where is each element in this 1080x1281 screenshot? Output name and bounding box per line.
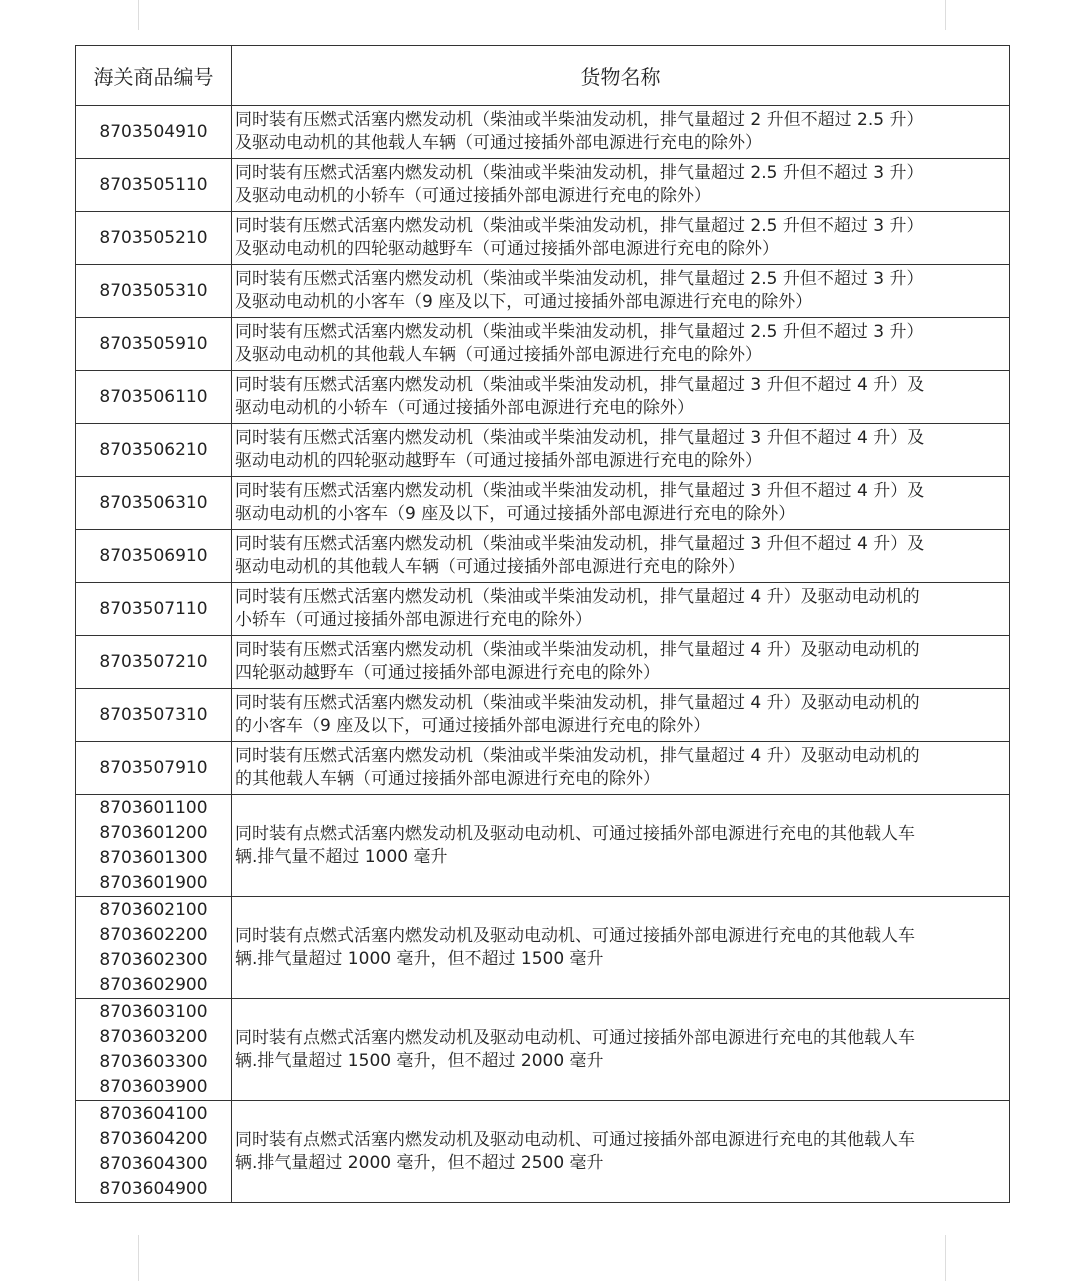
goods-name-line: 同时装有压燃式活塞内燃发动机（柴油或半柴油发动机，排气量超过 3 升但不超过 4 升）及: [235, 375, 925, 395]
goods-name-line: 驱动电动机的小客车（9 座及以下，可通过接插外部电源进行充电的除外）: [235, 504, 796, 524]
hs-code: 8703601900: [99, 872, 208, 893]
goods-name-line: 辆.排气量超过 1000 毫升，但不超过 1500 毫升: [235, 948, 604, 969]
goods-name-cell: [232, 999, 1010, 1101]
goods-name-cell: [232, 583, 1010, 636]
hs-code: 8703603200: [99, 1026, 208, 1047]
hs-code-cell: [76, 742, 232, 795]
table-row: [76, 477, 1010, 530]
table-row: [76, 636, 1010, 689]
goods-name-line: 的小客车（9 座及以下，可通过接插外部电源进行充电的除外）: [235, 716, 711, 736]
hs-code-cell: [76, 371, 232, 424]
hs-code: 8703505310: [99, 280, 208, 301]
goods-name-cell: [232, 897, 1010, 999]
goods-name-line: 驱动电动机的其他载人车辆（可通过接插外部电源进行充电的除外）: [235, 557, 745, 577]
table-row: [76, 424, 1010, 477]
goods-name-line: 同时装有压燃式活塞内燃发动机（柴油或半柴油发动机，排气量超过 3 升但不超过 4 升）及: [235, 481, 925, 501]
hs-code: 8703504910: [99, 121, 208, 142]
crop-mark: [945, 0, 946, 30]
goods-name-cell: [232, 212, 1010, 265]
goods-name-line: 辆.排气量不超过 1000 毫升: [235, 846, 448, 867]
hs-code: 8703507310: [99, 704, 208, 725]
goods-name-cell: [232, 1101, 1010, 1203]
hs-code-cell: [76, 318, 232, 371]
goods-name-line: 同时装有压燃式活塞内燃发动机（柴油或半柴油发动机，排气量超过 4 升）及驱动电动机的: [235, 640, 920, 660]
table-row: [76, 795, 1010, 897]
hs-code-cell: [76, 795, 232, 897]
hs-code: 8703603100: [99, 1001, 208, 1022]
hs-code: 8703506210: [99, 439, 208, 460]
goods-name-line: 的其他载人车辆（可通过接插外部电源进行充电的除外）: [235, 769, 660, 789]
crop-mark: [138, 0, 139, 30]
hs-code: 8703505210: [99, 227, 208, 248]
goods-name-line: 四轮驱动越野车（可通过接插外部电源进行充电的除外）: [235, 663, 660, 683]
goods-name-line: 同时装有压燃式活塞内燃发动机（柴油或半柴油发动机，排气量超过 2.5 升但不超过 3 升）: [235, 163, 924, 183]
hs-code: 8703601300: [99, 847, 208, 868]
crop-mark: [945, 1235, 946, 1281]
header-code: 海关商品编号: [76, 46, 232, 106]
hs-code: 8703601100: [99, 797, 208, 818]
goods-name-line: 同时装有点燃式活塞内燃发动机及驱动电动机、可通过接插外部电源进行充电的其他载人车: [235, 1027, 915, 1048]
table-row: [76, 318, 1010, 371]
goods-name-line: 同时装有压燃式活塞内燃发动机（柴油或半柴油发动机，排气量超过 4 升）及驱动电动机的: [235, 693, 920, 713]
hs-code-cell: [76, 424, 232, 477]
hs-code: 8703506110: [99, 386, 208, 407]
goods-name-line: 及驱动电动机的其他载人车辆（可通过接插外部电源进行充电的除外）: [235, 345, 762, 365]
table-row: [76, 530, 1010, 583]
goods-name-line: 同时装有压燃式活塞内燃发动机（柴油或半柴油发动机，排气量超过 2 升但不超过 2.5 升）: [235, 110, 924, 130]
hs-code: 8703602900: [99, 974, 208, 995]
table-row: [76, 212, 1010, 265]
table-row: [76, 1101, 1010, 1203]
hs-code-cell: [76, 583, 232, 636]
header-goods-name: 货物名称: [232, 46, 1010, 106]
goods-name-line: 驱动电动机的四轮驱动越野车（可通过接插外部电源进行充电的除外）: [235, 451, 762, 471]
goods-name-line: 同时装有点燃式活塞内燃发动机及驱动电动机、可通过接插外部电源进行充电的其他载人车: [235, 925, 915, 946]
hs-code-cell: [76, 212, 232, 265]
goods-name-cell: [232, 795, 1010, 897]
goods-name-cell: [232, 636, 1010, 689]
goods-name-line: 同时装有压燃式活塞内燃发动机（柴油或半柴油发动机，排气量超过 2.5 升但不超过 3 升）: [235, 216, 924, 236]
goods-name-line: 辆.排气量超过 1500 毫升，但不超过 2000 毫升: [235, 1050, 604, 1071]
goods-name-cell: [232, 159, 1010, 212]
hs-code: 8703507910: [99, 757, 208, 778]
hs-code-cell: [76, 636, 232, 689]
table-row: [76, 265, 1010, 318]
goods-name-line: 辆.排气量超过 2000 毫升，但不超过 2500 毫升: [235, 1152, 604, 1173]
goods-name-line: 小轿车（可通过接插外部电源进行充电的除外）: [235, 610, 592, 630]
goods-name-line: 及驱动电动机的小轿车（可通过接插外部电源进行充电的除外）: [235, 186, 711, 206]
goods-name-line: 同时装有点燃式活塞内燃发动机及驱动电动机、可通过接插外部电源进行充电的其他载人车: [235, 823, 915, 844]
hs-code-cell: [76, 897, 232, 999]
goods-name-cell: [232, 318, 1010, 371]
hs-code: 8703602300: [99, 949, 208, 970]
hs-code-cell: [76, 265, 232, 318]
hs-code: 8703604100: [99, 1103, 208, 1124]
hs-code: 8703507110: [99, 598, 208, 619]
hs-code: 8703604900: [99, 1178, 208, 1199]
goods-name-line: 驱动电动机的小轿车（可通过接插外部电源进行充电的除外）: [235, 398, 694, 418]
hs-code: 8703506910: [99, 545, 208, 566]
hs-code: 8703505110: [99, 174, 208, 195]
hs-code-cell: [76, 477, 232, 530]
table-row: [76, 897, 1010, 999]
hs-code-cell: [76, 159, 232, 212]
hs-code: 8703507210: [99, 651, 208, 672]
goods-name-line: 同时装有压燃式活塞内燃发动机（柴油或半柴油发动机，排气量超过 2.5 升但不超过 3 升）: [235, 322, 924, 342]
table-row: [76, 742, 1010, 795]
goods-name-line: 同时装有压燃式活塞内燃发动机（柴油或半柴油发动机，排气量超过 3 升但不超过 4 升）及: [235, 534, 925, 554]
goods-name-cell: [232, 742, 1010, 795]
goods-name-line: 同时装有压燃式活塞内燃发动机（柴油或半柴油发动机，排气量超过 2.5 升但不超过 3 升）: [235, 269, 924, 289]
goods-name-cell: [232, 106, 1010, 159]
hs-code: 8703506310: [99, 492, 208, 513]
goods-name-line: 及驱动电动机的小客车（9 座及以下，可通过接插外部电源进行充电的除外）: [235, 292, 813, 312]
goods-name-cell: [232, 477, 1010, 530]
table-row: [76, 159, 1010, 212]
tariff-code-table: [75, 45, 1010, 1203]
header-row: [76, 46, 1010, 106]
goods-name-cell: [232, 530, 1010, 583]
hs-code-cell: [76, 999, 232, 1101]
goods-name-line: 同时装有压燃式活塞内燃发动机（柴油或半柴油发动机，排气量超过 4 升）及驱动电动机的: [235, 746, 920, 766]
hs-code: 8703603900: [99, 1076, 208, 1097]
table-row: [76, 999, 1010, 1101]
goods-name-line: 及驱动电动机的四轮驱动越野车（可通过接插外部电源进行充电的除外）: [235, 239, 779, 259]
hs-code: 8703602200: [99, 924, 208, 945]
hs-code-cell: [76, 530, 232, 583]
table-row: [76, 371, 1010, 424]
table-row: [76, 106, 1010, 159]
goods-name-cell: [232, 265, 1010, 318]
hs-code: 8703505910: [99, 333, 208, 354]
goods-name-cell: [232, 424, 1010, 477]
hs-code-cell: [76, 1101, 232, 1203]
hs-code: 8703604300: [99, 1153, 208, 1174]
hs-code: 8703602100: [99, 899, 208, 920]
hs-code-cell: [76, 106, 232, 159]
goods-name-line: 同时装有压燃式活塞内燃发动机（柴油或半柴油发动机，排气量超过 4 升）及驱动电动机的: [235, 587, 920, 607]
goods-name-line: 及驱动电动机的其他载人车辆（可通过接插外部电源进行充电的除外）: [235, 133, 762, 153]
hs-code: 8703604200: [99, 1128, 208, 1149]
table-row: [76, 689, 1010, 742]
goods-name-line: 同时装有点燃式活塞内燃发动机及驱动电动机、可通过接插外部电源进行充电的其他载人车: [235, 1129, 915, 1150]
crop-mark: [138, 1235, 139, 1281]
goods-name-cell: [232, 689, 1010, 742]
hs-code: 8703603300: [99, 1051, 208, 1072]
hs-code: 8703601200: [99, 822, 208, 843]
goods-name-cell: [232, 371, 1010, 424]
table-row: [76, 583, 1010, 636]
hs-code-cell: [76, 689, 232, 742]
goods-name-line: 同时装有压燃式活塞内燃发动机（柴油或半柴油发动机，排气量超过 3 升但不超过 4 升）及: [235, 428, 925, 448]
